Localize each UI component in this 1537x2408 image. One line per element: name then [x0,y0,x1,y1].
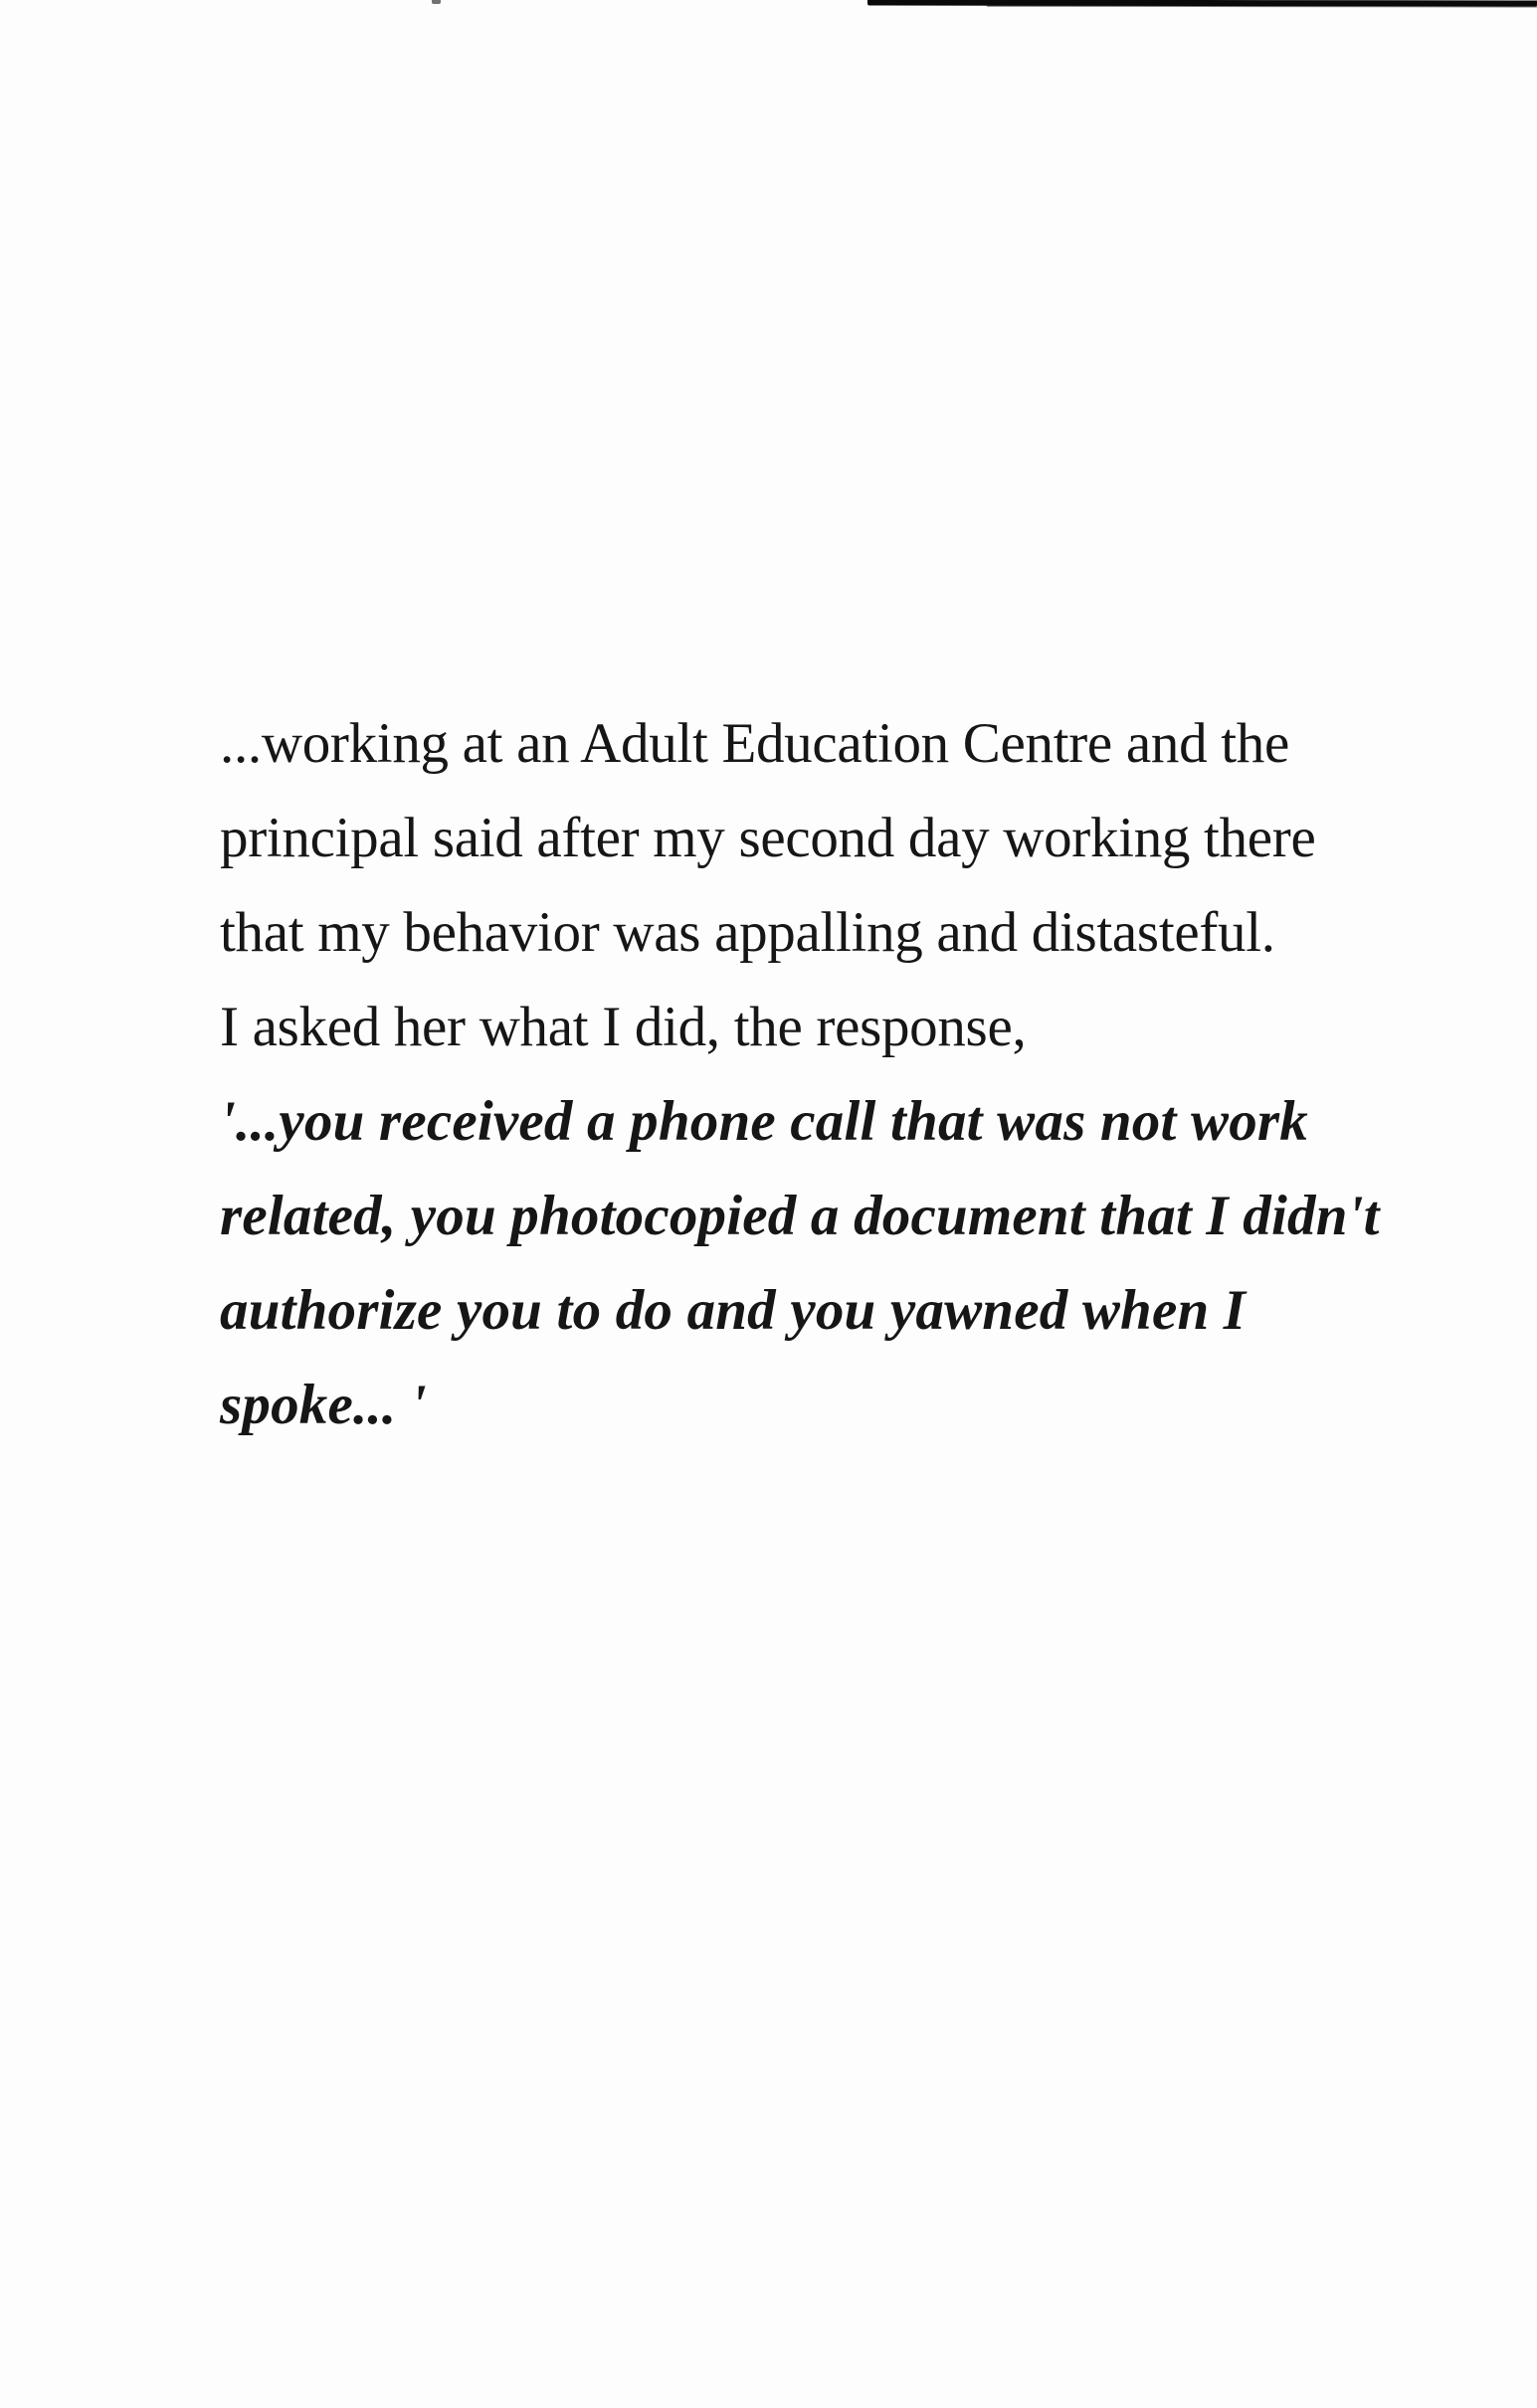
passage-line-3: that my behavior was appalling and distasteful. [220,901,1275,964]
scan-artifact-speck [432,0,441,4]
passage-line-1: ...working at an Adult Education Centre and the [220,712,1289,775]
quote-line-3: authorize you to do and you yawned when I [220,1279,1247,1342]
quote-line-4: spoke... ' [220,1374,427,1436]
passage-line-4: I asked her what I did, the response, [220,996,1027,1058]
passage [220,696,1394,1452]
passage-line-2: principal said after my second day working there [220,807,1316,869]
quote-line-1: '...you received a phone call that was not work [220,1090,1308,1153]
scan-artifact-top-bar [867,0,1537,6]
quote-line-2: related, you photocopied a document that I didn't [220,1185,1380,1247]
